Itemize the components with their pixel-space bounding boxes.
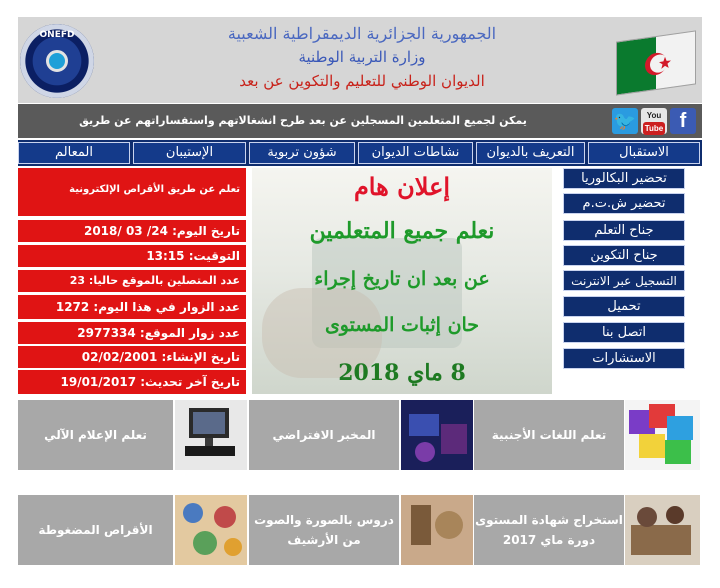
sidebar-item-online-registration[interactable]: التسجيل عبر الانترنت — [563, 270, 685, 291]
youtube-you-label: You — [646, 111, 662, 120]
tile-compact-discs[interactable] — [18, 495, 173, 565]
info-time: التوقيت: 13:15 — [18, 245, 246, 267]
nav-educational-affairs[interactable]: شؤون تربوية — [249, 142, 355, 164]
facebook-icon[interactable]: f — [670, 108, 696, 134]
onefd-logo[interactable] — [20, 24, 94, 98]
tile-compact-discs-label: الأقراص المضغوطة — [38, 523, 153, 537]
nav-home[interactable]: الاستقبال — [588, 142, 700, 164]
computer-image[interactable] — [175, 400, 247, 470]
nav-about[interactable]: التعريف بالديوان — [476, 142, 585, 164]
tile-audio-video-line-2: من الأرشيف — [287, 533, 361, 547]
audio-video-image[interactable] — [401, 495, 473, 565]
tile-computing[interactable] — [18, 400, 173, 470]
logo-text: ONEFD — [39, 30, 75, 40]
nav-survey[interactable]: الإستيبان — [133, 142, 246, 164]
info-visitors-today: عدد الزوار في هذا اليوم: 1272 — [18, 295, 246, 319]
tile-computing-label: تعلم الإعلام الآلي — [44, 428, 147, 442]
header-ministry-title: وزارة التربية الوطنية — [298, 48, 426, 66]
tile-audio-video-line-1: دروس بالصورة والصوت — [254, 513, 394, 527]
tile-foreign-languages[interactable] — [474, 400, 624, 470]
sidebar-item-training-wing[interactable]: جناح التكوين — [563, 245, 685, 266]
announcement-title: إعلان هام — [353, 172, 451, 201]
header-office-title: الديوان الوطني للتعليم والتكوين عن بعد — [239, 72, 485, 90]
ticker-text: يمكن لجميع المتعلمين المسجلين عن بعد طرح انشغالاتهم واستفساراتهم عن طريق — [79, 114, 527, 127]
nav-activities[interactable]: نشاطات الديوان — [358, 142, 473, 164]
announcement-line-2: عن بعد ان تاريخ إجراء — [314, 268, 490, 290]
tile-virtual-lab[interactable] — [249, 400, 399, 470]
announcement-line-3: حان إثبات المستوى — [324, 314, 480, 336]
certificate-exam-image[interactable] — [625, 495, 700, 565]
nav-landmarks[interactable]: المعالم — [18, 142, 130, 164]
announcement-line-1: نعلم جميع المتعلمين — [309, 218, 495, 244]
tile-level-certificate-line-1: استخراج شهادة المستوى — [475, 513, 623, 527]
youtube-tube-label: Tube — [644, 124, 664, 133]
info-notice[interactable]: تعلم عن طريق الأقراص الإلكترونية — [18, 168, 246, 216]
twitter-icon[interactable]: 🐦 — [612, 108, 638, 134]
info-online-count: عدد المتصلين بالموقع حاليا: 23 — [18, 270, 246, 292]
virtual-lab-image[interactable] — [401, 400, 473, 470]
sidebar-item-bem[interactable]: تحضير ش.ت.م — [563, 193, 685, 214]
abc-blocks-image[interactable] — [625, 400, 700, 470]
tile-foreign-languages-label: تعلم اللغات الأجنبية — [491, 428, 607, 442]
info-date: تاريخ اليوم: 24/ 03 /2018 — [18, 220, 246, 242]
compact-discs-image[interactable] — [175, 495, 247, 565]
header-republic-title: الجمهورية الجزائرية الديمقراطية الشعبية — [227, 24, 497, 43]
tile-level-certificate-line-2: دورة ماي 2017 — [502, 533, 596, 547]
tile-level-certificate[interactable] — [474, 495, 624, 565]
announcement-date: 8 ماي 2018 — [338, 360, 466, 386]
algeria-flag-icon — [616, 30, 696, 95]
sidebar-item-contact[interactable]: اتصل بنا — [563, 322, 685, 343]
youtube-icon[interactable] — [641, 108, 667, 134]
sidebar-item-download[interactable]: تحميل — [563, 296, 685, 317]
tile-virtual-lab-label: المخبر الافتراضي — [272, 428, 376, 442]
info-visitors-total: عدد زوار الموقع: 2977334 — [18, 322, 246, 344]
tile-audio-video-lessons[interactable] — [249, 495, 399, 565]
sidebar-item-baccalaureate[interactable]: تحضير البكالوريا — [563, 168, 685, 189]
info-updated-date: تاريخ آخر تحديث: 19/01/2017 — [18, 370, 246, 394]
info-created-date: تاريخ الإنشاء: 02/02/2001 — [18, 346, 246, 368]
logo-emblem-icon — [46, 50, 68, 72]
sidebar-item-learning-wing[interactable]: جناح التعلم — [563, 220, 685, 241]
sidebar-item-consultations[interactable]: الاستشارات — [563, 348, 685, 369]
